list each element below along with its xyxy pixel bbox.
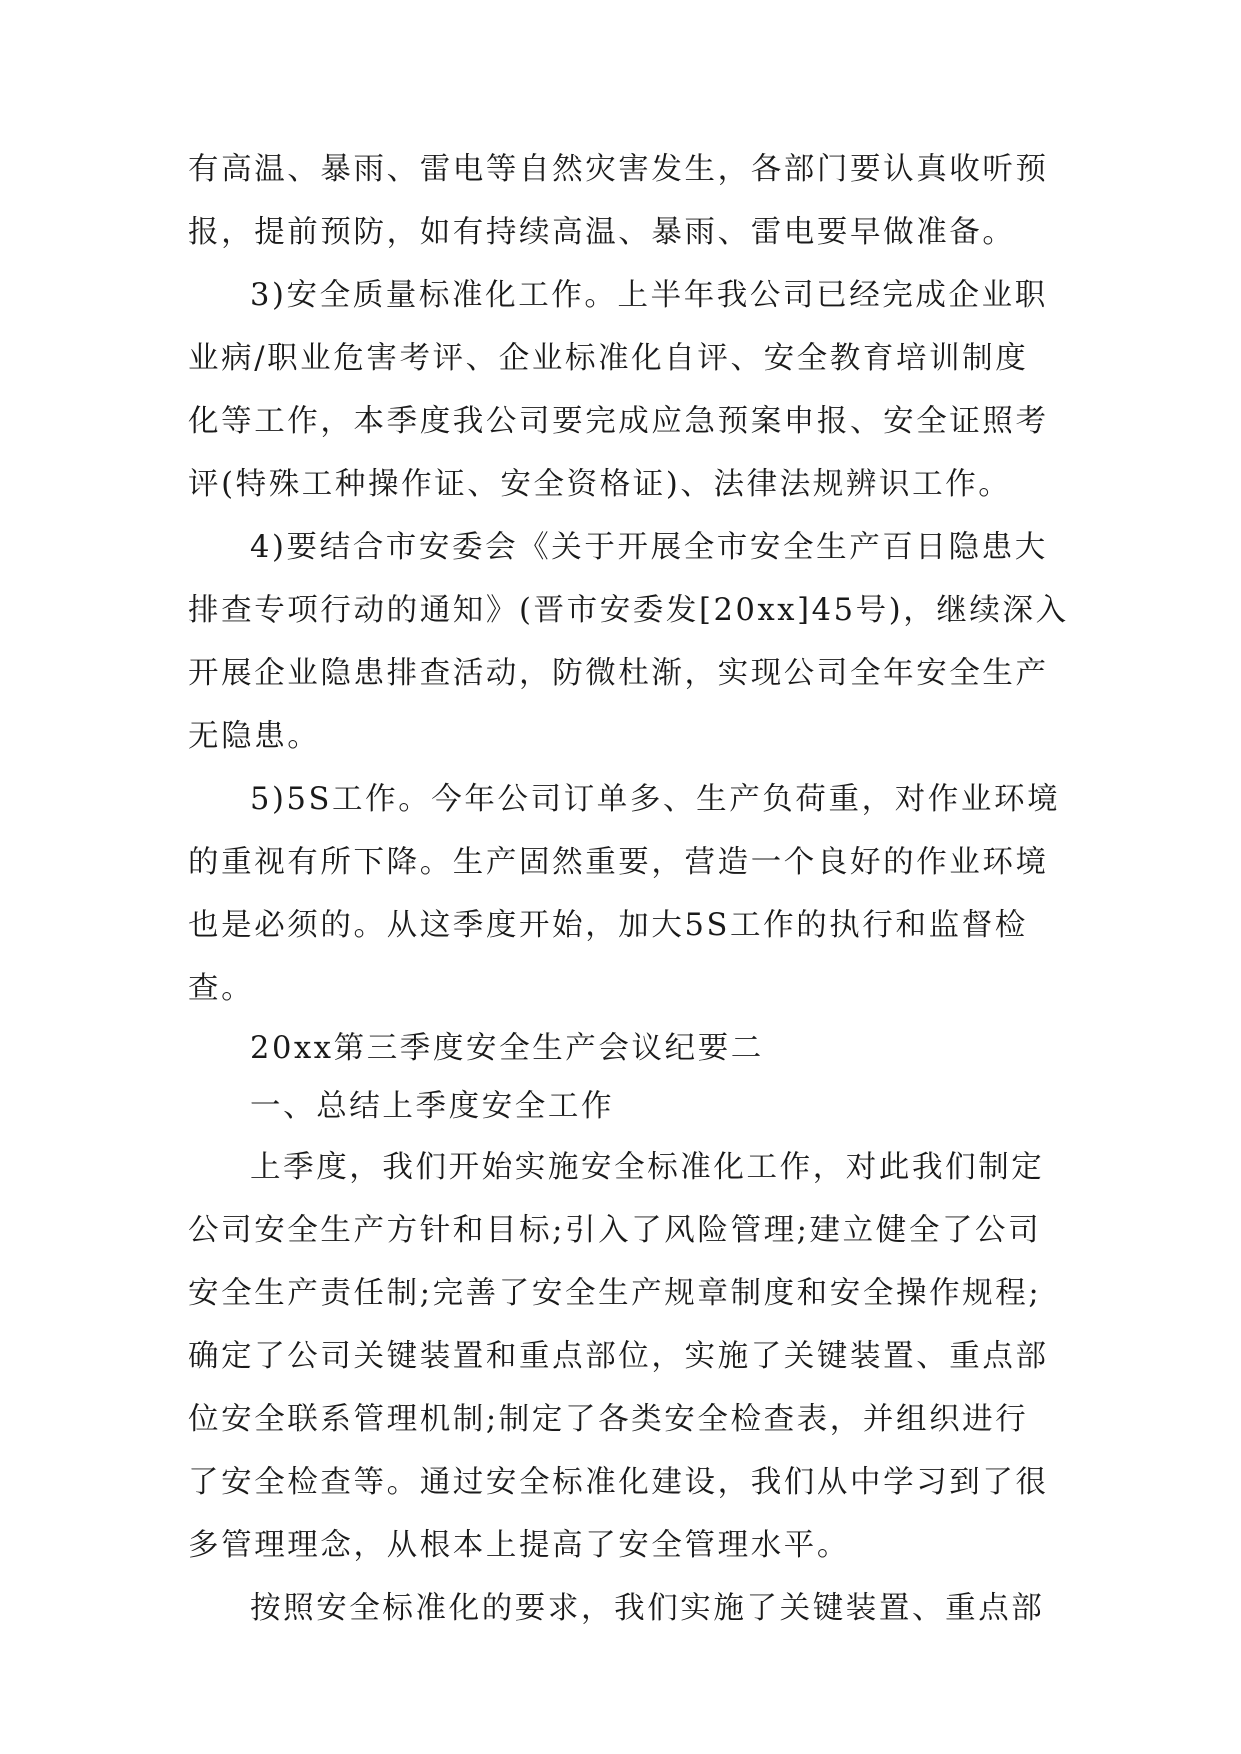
text-line: 有高温、暴雨、雷电等自然灾害发生，各部门要认真收听预 <box>188 152 1049 187</box>
text-line: 的重视有所下降。生产固然重要，营造一个良好的作业环境 <box>188 845 1049 880</box>
text-line: 也是必须的。从这季度开始，加大5S工作的执行和监督检 <box>188 908 1028 943</box>
text-line: 多管理理念，从根本上提高了安全管理水平。 <box>188 1528 850 1563</box>
paragraph-start-line: 5)5S工作。今年公司订单多、生产负荷重，对作业环境 <box>250 782 1061 817</box>
text-line: 排查专项行动的通知》(晋市安委发[20xx]45号)，继续深入 <box>188 593 1069 628</box>
text-line: 公司安全生产方针和目标;引入了风险管理;建立健全了公司 <box>188 1213 1042 1248</box>
text-line: 查。 <box>188 971 255 1006</box>
text-line: 评(特殊工种操作证、安全资格证)、法律法规辨识工作。 <box>188 467 1012 502</box>
text-line: 开展企业隐患排查活动，防微杜渐，实现公司全年安全生产 <box>188 656 1049 691</box>
paragraph-start-line: 上季度，我们开始实施安全标准化工作，对此我们制定 <box>250 1150 1045 1185</box>
paragraph-start-line: 4)要结合市安委会《关于开展全市安全生产百日隐患大 <box>250 530 1048 565</box>
text-line: 位安全联系管理机制;制定了各类安全检查表，并组织进行 <box>188 1402 1029 1437</box>
text-line: 确定了公司关键装置和重点部位，实施了关键装置、重点部 <box>188 1339 1049 1374</box>
text-line: 安全生产责任制;完善了安全生产规章制度和安全操作规程; <box>188 1276 1042 1311</box>
document-body <box>188 138 1069 1640</box>
text-line: 报，提前预防，如有持续高温、暴雨、雷电要早做准备。 <box>188 215 1016 250</box>
text-line: 无隐患。 <box>188 719 321 754</box>
section-title: 20xx第三季度安全生产会议纪要二 <box>250 1031 764 1066</box>
paragraph-start-line: 按照安全标准化的要求，我们实施了关键装置、重点部 <box>250 1591 1045 1626</box>
paragraph-start-line: 3)安全质量标准化工作。上半年我公司已经完成企业职 <box>250 278 1048 313</box>
text-line: 了安全检查等。通过安全标准化建设，我们从中学习到了很 <box>188 1465 1049 1500</box>
text-line: 业病/职业危害考评、企业标准化自评、安全教育培训制度 <box>188 341 1029 376</box>
section-heading: 一、总结上季度安全工作 <box>250 1089 615 1124</box>
text-line: 化等工作，本季度我公司要完成应急预案申报、安全证照考 <box>188 404 1049 439</box>
